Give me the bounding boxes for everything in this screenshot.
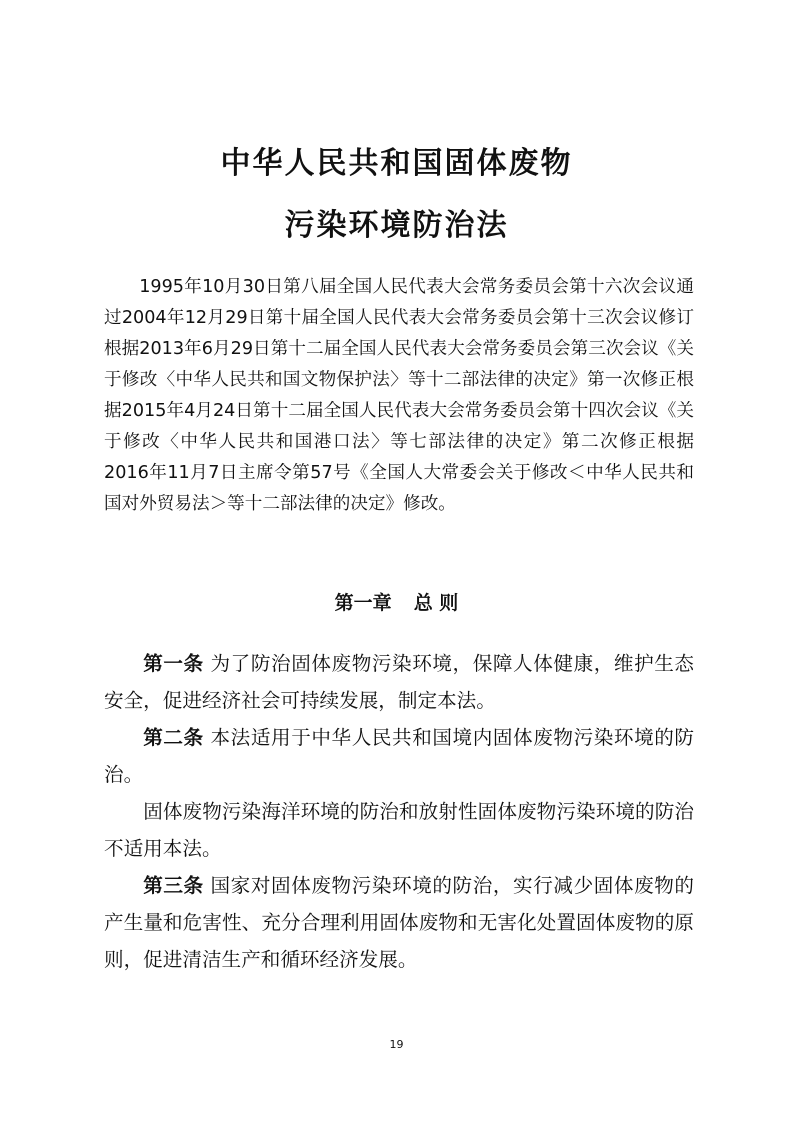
page-number: 19	[389, 1038, 404, 1051]
article-1-text: 为了防治固体废物污染环境，保障人体健康，维护生态安全，促进经济社会可持续发展，制定本法。	[104, 652, 695, 712]
legislative-history-preamble: 1995年10月30日第八届全国人民代表大会常务委员会第十六次会议通过2004年12月29日第十届全国人民代表大会常务委员会第十三次会议修订 根据2013年6月29日第十二届全国人民代表大会常务委员会第三次会议《关于修改〈中华人民共和国文物保护法〉等十二部法律的决定》第一次修正根据2015年4月24日第十二届全国人民代表大会常务委员会第十四次会议《关于修改〈中华人民共和国港口法〉等七部法律的决定》第二次修正根据2016年11月7日主席令第57号《全国人大常委会关于修改＜中华人民共和国对外贸易法＞等十二部法律的决定》修改。	[104, 277, 694, 514]
article-2-paragraph-2-text: 固体废物污染海洋环境的防治和放射性固体废物污染环境的防治不适用本法。	[104, 800, 694, 860]
article-3-text: 国家对固体废物污染环境的防治，实行减少固体废物的产生量和危害性、充分合理利用固体废物和无害化处置固体废物的原则，促进清洁生产和循环经济发展。	[104, 874, 695, 971]
article-1-label: 第一条	[143, 652, 204, 675]
article-3-label: 第三条	[143, 874, 204, 897]
chapter-name: 总 则	[413, 592, 459, 614]
article-3	[104, 867, 694, 978]
article-2	[104, 719, 694, 793]
chapter-heading	[0, 588, 793, 615]
document-title-line-2: 污染环境防治法	[284, 208, 509, 243]
article-2-label: 第二条	[143, 726, 204, 749]
article-2-paragraph-2	[104, 793, 694, 867]
article-1	[104, 645, 694, 719]
document-title-line-1: 中华人民共和国固体废物	[220, 146, 573, 181]
article-2-text: 本法适用于中华人民共和国境内固体废物污染环境的防治。	[104, 726, 695, 786]
chapter-number: 第一章	[334, 592, 392, 614]
